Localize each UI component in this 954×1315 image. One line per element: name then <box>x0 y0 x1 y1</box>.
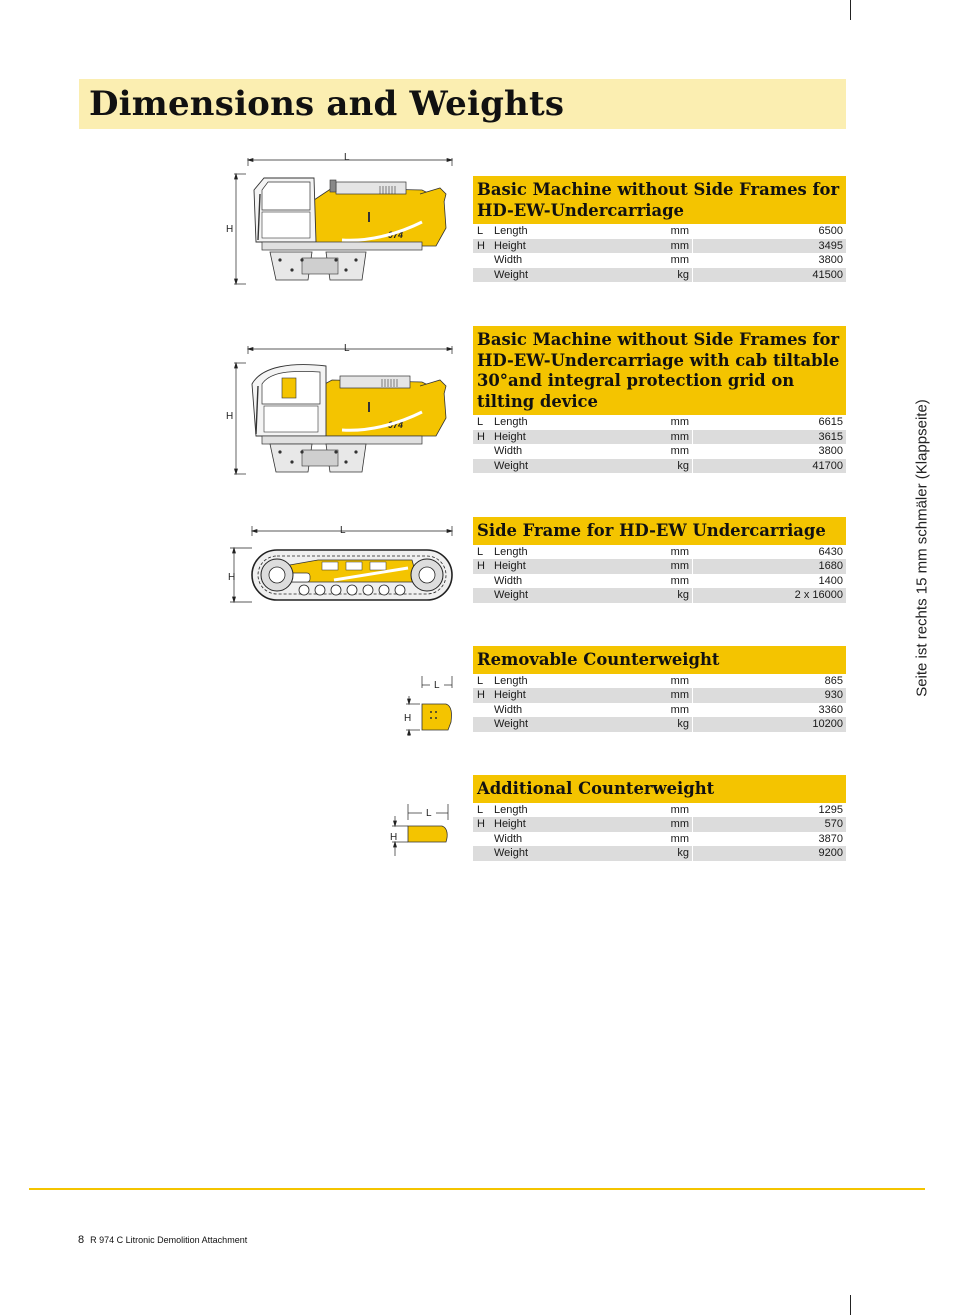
row-value: 1295 <box>818 803 843 816</box>
table-row <box>473 545 846 560</box>
row-value: 3870 <box>818 832 843 845</box>
row-value: 2 x 16000 <box>693 588 847 603</box>
table-row <box>473 803 846 818</box>
tilting-cab-machine-drawing <box>222 340 462 480</box>
row-name: Weight <box>494 846 644 861</box>
row-unit: kg <box>644 588 693 603</box>
side-note-text: Seite ist rechts 15 mm schmäler (Klappseite) <box>913 399 931 697</box>
row-unit: mm <box>644 832 693 847</box>
section-tilting-cab-machine <box>473 326 846 473</box>
row-name: Length <box>494 674 528 687</box>
row-code: H <box>473 239 494 254</box>
crop-mark-top <box>850 0 851 20</box>
table-row <box>473 559 846 574</box>
table-row <box>473 459 846 474</box>
page-title: Dimensions and Weights <box>89 84 565 124</box>
dim-label-length: L <box>344 152 350 163</box>
crop-mark-bottom <box>850 1295 851 1315</box>
row-code <box>473 268 494 283</box>
row-unit: mm <box>644 224 693 239</box>
section-side-frame <box>473 517 846 603</box>
table-row <box>473 588 846 603</box>
side-frame-drawing <box>222 522 462 606</box>
row-code: L <box>477 674 484 687</box>
row-name: Weight <box>494 588 644 603</box>
row-value: 6430 <box>818 545 843 558</box>
section-title: Additional Counterweight <box>473 775 846 803</box>
row-value: 41500 <box>693 268 847 283</box>
table-row <box>473 717 846 732</box>
row-code: H <box>473 688 494 703</box>
table-row <box>473 253 846 268</box>
row-value: 3360 <box>818 703 843 716</box>
row-unit: mm <box>644 817 693 832</box>
spec-table <box>473 803 846 861</box>
row-value: 3495 <box>693 239 847 254</box>
table-row <box>473 444 846 459</box>
table-row <box>473 574 846 589</box>
removable-counterweight-drawing <box>398 674 458 738</box>
footer-rule <box>29 1188 925 1190</box>
row-name: Height <box>494 430 644 445</box>
row-name: Width <box>494 574 523 587</box>
machine-badge: 974 <box>388 420 404 430</box>
row-code <box>473 459 494 474</box>
row-value: 570 <box>693 817 847 832</box>
table-row <box>473 268 846 283</box>
row-name: Weight <box>494 459 644 474</box>
row-name: Weight <box>494 268 644 283</box>
row-value: 6615 <box>818 416 843 428</box>
row-name: Width <box>494 254 523 266</box>
row-name: Width <box>494 445 523 457</box>
row-name: Height <box>494 688 644 703</box>
row-value: 865 <box>824 674 843 687</box>
row-value: 10200 <box>693 717 847 732</box>
dim-label-height: H <box>228 572 236 583</box>
row-code: H <box>473 817 494 832</box>
row-name: Width <box>494 703 523 716</box>
row-unit: kg <box>644 717 693 732</box>
dim-label-height: H <box>390 832 398 843</box>
row-name: Weight <box>494 717 644 732</box>
table-row <box>473 846 846 861</box>
section-removable-counterweight <box>473 646 846 732</box>
row-name: Height <box>494 817 644 832</box>
table-row <box>473 817 846 832</box>
table-row <box>473 688 846 703</box>
row-unit: mm <box>644 803 693 818</box>
table-row <box>473 703 846 718</box>
row-code <box>473 444 494 459</box>
table-row <box>473 674 846 689</box>
row-code <box>473 717 494 732</box>
row-value: 3615 <box>693 430 847 445</box>
section-title: Basic Machine without Side Frames for HD-EW-Undercarriage <box>473 176 846 224</box>
row-code <box>473 846 494 861</box>
row-unit: kg <box>644 459 693 474</box>
row-unit: mm <box>644 574 693 589</box>
row-name: Height <box>494 239 644 254</box>
table-row <box>473 224 846 239</box>
row-name: Length <box>494 416 528 428</box>
spec-table <box>473 224 846 282</box>
additional-counterweight-drawing <box>386 802 456 864</box>
row-value: 1400 <box>818 574 843 587</box>
table-row <box>473 239 846 254</box>
row-value: 3800 <box>818 254 843 266</box>
section-title: Removable Counterweight <box>473 646 846 674</box>
dim-label-length: L <box>340 525 346 536</box>
row-unit: mm <box>644 253 693 268</box>
row-name: Width <box>494 832 523 845</box>
row-unit: mm <box>644 545 693 560</box>
row-code: H <box>473 559 494 574</box>
row-code <box>473 703 494 718</box>
row-code: L <box>477 803 484 816</box>
row-unit: mm <box>644 703 693 718</box>
row-name: Height <box>494 559 644 574</box>
row-name: Length <box>494 803 528 816</box>
row-name: Length <box>494 545 528 558</box>
table-row <box>473 832 846 847</box>
row-unit: mm <box>644 559 693 574</box>
row-value: 6500 <box>818 225 843 237</box>
doc-title: R 974 C Litronic Demolition Attachment <box>90 1235 248 1245</box>
page-number: 8 <box>78 1234 85 1246</box>
section-additional-counterweight <box>473 775 846 861</box>
row-unit: mm <box>644 239 693 254</box>
row-value: 1680 <box>693 559 847 574</box>
row-code: L <box>477 545 484 558</box>
row-value: 9200 <box>693 846 847 861</box>
row-code: H <box>473 430 494 445</box>
row-code <box>473 588 494 603</box>
table-row <box>473 415 846 430</box>
row-unit: mm <box>644 430 693 445</box>
section-title: Side Frame for HD-EW Undercarriage <box>473 517 846 545</box>
dim-label-length: L <box>434 680 440 691</box>
machine-badge: 974 <box>388 230 404 240</box>
row-code: L <box>477 225 484 237</box>
section-title: Basic Machine without Side Frames for HD-EW-Undercarriage with cab tiltable 30°and integral protection grid on tilting device <box>473 326 846 415</box>
dim-label-height: H <box>404 713 412 724</box>
row-code: L <box>477 416 484 428</box>
row-code <box>473 832 494 847</box>
row-value: 41700 <box>693 459 847 474</box>
spec-table <box>473 545 846 603</box>
dim-label-height: H <box>226 411 234 422</box>
section-basic-machine <box>473 176 846 282</box>
dim-label-length: L <box>426 808 432 819</box>
dim-label-length: L <box>344 343 350 354</box>
row-unit: kg <box>644 846 693 861</box>
row-name: Length <box>494 225 528 237</box>
spec-table <box>473 674 846 732</box>
row-unit: kg <box>644 268 693 283</box>
row-unit: mm <box>644 674 693 689</box>
row-code <box>473 574 494 589</box>
row-value: 3800 <box>818 445 843 457</box>
row-value: 930 <box>693 688 847 703</box>
footer <box>78 1234 247 1246</box>
title-band <box>79 79 846 129</box>
row-unit: mm <box>644 444 693 459</box>
basic-machine-drawing <box>222 150 462 290</box>
row-code <box>473 253 494 268</box>
spec-table <box>473 415 846 473</box>
table-row <box>473 430 846 445</box>
dim-label-height: H <box>226 224 234 235</box>
row-unit: mm <box>644 415 693 430</box>
row-unit: mm <box>644 688 693 703</box>
